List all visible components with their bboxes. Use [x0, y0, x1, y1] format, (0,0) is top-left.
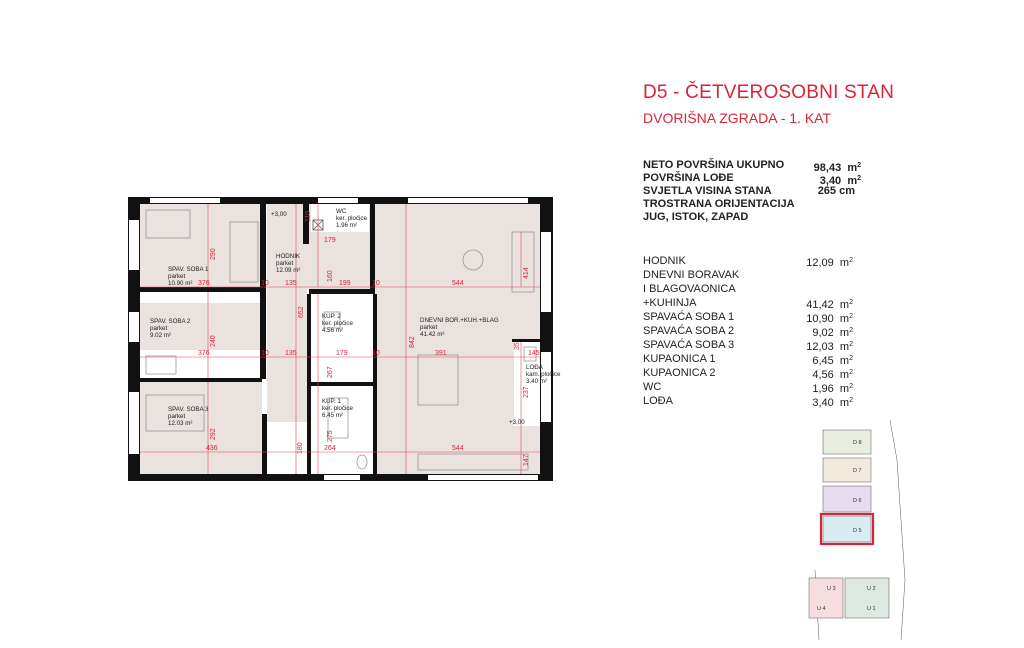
label-dnevni-floor: parket	[420, 324, 438, 331]
wall-loda-top	[512, 339, 540, 342]
summary-height	[643, 185, 861, 198]
dim-135-b: 135	[285, 350, 297, 357]
room-row-value: 41,42 $m^2$	[806, 299, 853, 311]
label-soba2-area: 9.02 m²	[150, 332, 171, 339]
dim-180: 180	[297, 442, 304, 454]
label-kup2-area: 4.56 m²	[322, 327, 343, 334]
label-dnevni-area: 41.42 m²	[420, 331, 445, 338]
orientation-value: JUG, ISTOK, ZAPAD	[643, 211, 749, 223]
room-row	[643, 324, 853, 338]
key-plan	[805, 420, 905, 640]
label-loda-area: 3.40 m²	[526, 378, 547, 385]
dim-414: 414	[523, 267, 530, 279]
summary-block	[643, 159, 861, 224]
dim-179-a: 179	[324, 237, 336, 244]
label-kup1-area: 6.45 m²	[322, 412, 343, 419]
dim-160: 160	[327, 270, 334, 282]
label-kup2-name: KUP. 2	[322, 313, 341, 320]
wall-soba2-soba3	[140, 378, 262, 382]
kp-label-d6: D 6	[853, 498, 862, 504]
room-kup2-fill	[311, 296, 369, 382]
label-kup1-name: KUP. 1	[322, 398, 341, 405]
dim-652: 652	[298, 306, 305, 318]
dim-436: 436	[206, 445, 218, 452]
room-row-value: 6,45 $m^2$	[812, 355, 853, 367]
label-soba2-name: SPAV. SOBA 2	[150, 318, 191, 325]
wall-kup-right	[373, 294, 377, 474]
dim-35: 35	[514, 342, 521, 350]
dim-145: 145	[528, 350, 540, 357]
wall-shaft	[262, 414, 267, 474]
label-soba1-area: 10.90 m²	[168, 280, 193, 287]
wall-wc-left	[303, 204, 309, 244]
room-row-value: 10,90 $m^2$	[806, 313, 853, 325]
label-hodnik-name: HODNIK	[276, 253, 301, 260]
summary-orientation	[643, 198, 861, 211]
dim-240: 240	[210, 335, 217, 347]
dim-842: 842	[409, 336, 416, 348]
room-row	[643, 282, 853, 296]
height-label: SVJETLA VISINA STANA	[643, 185, 772, 197]
room-row-label: DNEVNI BORAVAK	[643, 269, 740, 281]
room-row-value: 12,03 $m^2$	[806, 341, 853, 353]
label-soba3-floor: parket	[168, 413, 186, 420]
room-row-label: HODNIK	[643, 255, 686, 267]
room-row-label: SPAVAĆA SOBA 1	[643, 311, 735, 323]
dim-237: 237	[523, 386, 530, 398]
wall-dnevni-left	[370, 204, 375, 289]
label-wc-area: 1.96 m²	[336, 222, 357, 229]
dim-267: 267	[327, 366, 334, 378]
wall-kup2-top	[309, 289, 375, 294]
room-row-label: I BLAGOVAONICA	[643, 283, 736, 295]
page-title: D5 - ČETVEROSOBNI STAN	[643, 82, 895, 103]
dim-10-b: 10	[372, 280, 380, 287]
floor-plan	[128, 192, 561, 490]
room-row	[643, 338, 853, 352]
summary-orientation-value	[643, 211, 861, 224]
label-level-loda: +3,00	[509, 419, 525, 426]
label-soba2-floor: parket	[150, 325, 168, 332]
room-row-value: 12,09 $m^2$	[806, 257, 853, 269]
room-row	[643, 366, 853, 380]
label-hodnik-floor: parket	[276, 260, 294, 267]
desk-2	[146, 356, 176, 374]
dim-199: 199	[339, 280, 351, 287]
label-kup2-floor: ker. pločice	[322, 320, 353, 327]
kp-label-d5: D 5	[853, 528, 862, 534]
kp-label-u4: U 4	[817, 606, 826, 612]
orientation-label: TROSTRANA ORIJENTACIJA	[643, 198, 795, 210]
page-subtitle: DVORIŠNA ZGRADA - 1. KAT	[643, 110, 832, 126]
room-soba3-fill	[140, 380, 262, 475]
summary-net-area	[643, 159, 861, 172]
label-loda-floor: kam. pločice	[526, 371, 561, 378]
net-area-label: NETO POVRŠINA UKUPNO	[643, 159, 785, 171]
room-row	[643, 310, 853, 324]
dim-292: 292	[210, 428, 217, 440]
dim-264: 264	[324, 445, 336, 452]
dim-10-a: 10	[261, 280, 269, 287]
label-loda-name: LOĐA	[526, 364, 543, 371]
loggia-label: POVRŠINA LOĐE	[643, 172, 734, 184]
label-level-top: +3,00	[271, 211, 287, 218]
kp-label-d8: D 8	[853, 440, 862, 446]
room-row	[643, 380, 853, 394]
wall-kup-mid	[311, 382, 373, 386]
room-area-table	[643, 254, 853, 408]
net-area-value: 98,43 $m^2$	[813, 162, 861, 174]
label-dnevni-name: DNEVNI BOR.+KUH.+BLAG	[420, 317, 499, 324]
dim-135-a: 135	[285, 280, 297, 287]
wall-soba1-soba2	[140, 287, 262, 292]
dim-179-b: 179	[336, 350, 348, 357]
room-soba1-fill	[140, 204, 260, 287]
summary-loggia	[643, 172, 861, 185]
room-row-value: 9,02 $m^2$	[812, 327, 853, 339]
room-row-value: 4,56 $m^2$	[812, 369, 853, 381]
label-hodnik-area: 12.09 m²	[276, 267, 301, 274]
kp-label-u2: U 2	[867, 586, 876, 592]
room-row-value: 1,96 $m^2$	[812, 383, 853, 395]
room-row-value: 3,40 $m^2$	[812, 397, 853, 409]
dim-391: 391	[435, 350, 447, 357]
room-row-label: WC	[643, 381, 662, 393]
dim-544-a: 544	[452, 280, 464, 287]
label-soba3-name: SPAV. SOBA 3	[168, 406, 209, 413]
label-kup1-floor: ker. pločice	[322, 405, 353, 412]
height-value: 265 cm	[817, 185, 855, 197]
dim-10-c: 10	[261, 350, 269, 357]
label-wc-name: WC	[336, 208, 347, 215]
dim-110: 110	[305, 210, 312, 222]
room-row	[643, 394, 853, 408]
dim-275: 275	[327, 430, 334, 442]
dim-147: 147	[523, 454, 530, 466]
label-soba1-floor: parket	[168, 273, 186, 280]
room-row	[643, 268, 853, 282]
room-row	[643, 296, 853, 310]
room-row-label: KUPAONICA 1	[643, 353, 716, 365]
dim-376-a: 376	[198, 280, 210, 287]
room-row-label: +KUHINJA	[643, 297, 697, 309]
room-row	[643, 352, 853, 366]
kp-label-d7: D 7	[853, 468, 862, 474]
room-row-label: LOĐA	[643, 395, 673, 407]
kp-label-u3: U 3	[827, 586, 836, 592]
label-soba1-name: SPAV. SOBA 1	[168, 266, 209, 273]
kp-label-u1: U 1	[867, 606, 876, 612]
label-wc-floor: ker. pločice	[336, 215, 367, 222]
dim-376-b: 376	[198, 350, 210, 357]
dim-10-d: 10	[372, 350, 380, 357]
dim-290: 290	[210, 248, 217, 260]
loggia-value: 3,40 $m^2$	[819, 175, 861, 187]
room-row-label: KUPAONICA 2	[643, 367, 716, 379]
label-soba3-area: 12.03 m²	[168, 420, 193, 427]
room-row-label: SPAVAĆA SOBA 2	[643, 325, 735, 337]
wall-kup-left	[307, 294, 311, 474]
room-row-label: SPAVAĆA SOBA 3	[643, 339, 735, 351]
room-row	[643, 254, 853, 268]
dim-544-b: 544	[452, 445, 464, 452]
